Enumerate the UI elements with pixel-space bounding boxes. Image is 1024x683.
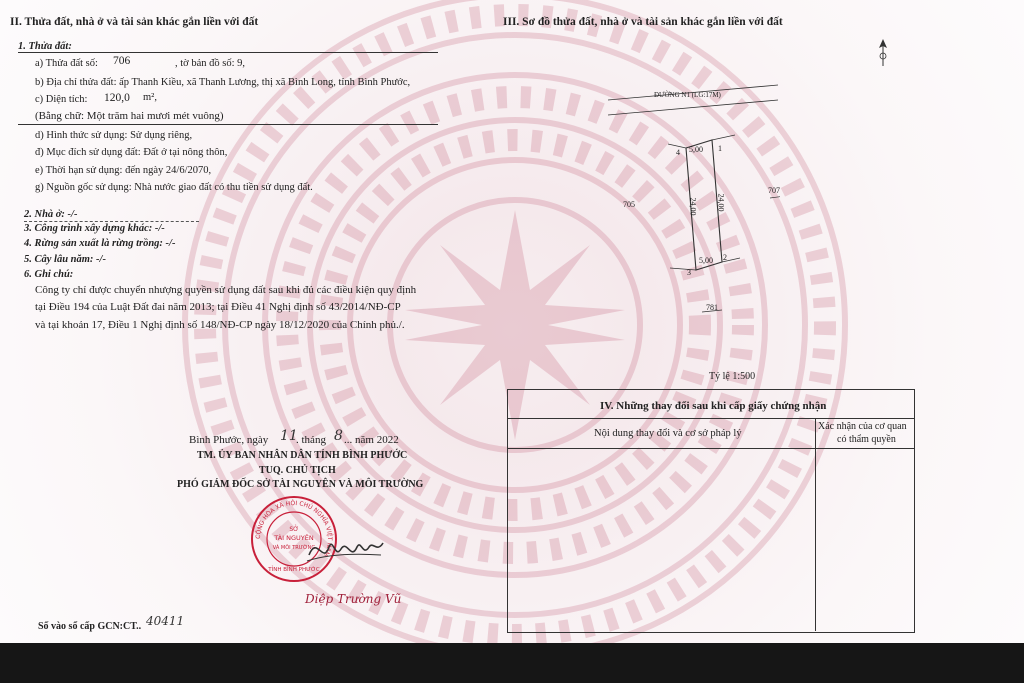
- plot-address: b) Địa chỉ thửa đất: ấp Thanh Kiều, xã Thanh Lương, thị xã Bình Long, tỉnh Bình Phước,: [35, 77, 411, 88]
- plot-number-label: a) Thửa đất số:: [35, 58, 98, 69]
- plot-number-value: 706: [113, 55, 131, 67]
- issuing-authority: TM. ỦY BAN NHÂN DÂN TỈNH BÌNH PHƯỚC: [197, 450, 408, 461]
- top-edge-length: 5,00: [689, 145, 703, 154]
- section-ii-heading: II. Thửa đất, nhà ở và tài sản khác gắn liền với đất: [10, 16, 259, 28]
- corner-4: 4: [676, 148, 680, 157]
- bottom-edge-length: 5,00: [699, 256, 713, 265]
- stamp-center-line-1: SỞ: [289, 526, 299, 533]
- land-plot-title: 1. Thửa đất:: [18, 41, 72, 52]
- handwritten-signature: [305, 525, 385, 570]
- notes-title: 6. Ghi chú:: [24, 269, 74, 280]
- signer-position: PHÓ GIÁM ĐỐC SỞ TÀI NGUYÊN VÀ MÔI TRƯỜNG: [177, 479, 424, 490]
- issue-month: 8: [334, 428, 343, 444]
- corner-2: 2: [723, 253, 727, 262]
- note-line-3: và tại khoản 17, Điều 1 Nghị định số 148/NĐ-CP ngày 18/12/2020 của Chính phủ./.: [35, 319, 405, 331]
- area-unit: m²,: [143, 92, 157, 103]
- stamp-ring-text: CỘNG HÒA XÃ HỘI CHỦ NGHĨA VIỆT NAM: [254, 499, 334, 558]
- note-line-1: Công ty chỉ được chuyển nhượng quyền sử dụng đất sau khi đủ các điều kiện quy định: [35, 284, 417, 296]
- perennial-trees-info: 5. Cây lâu năm: -/-: [24, 254, 106, 265]
- registry-number-value: 40411: [146, 614, 185, 628]
- neighbor-plot-781: 781: [706, 303, 718, 312]
- signer-name: Diệp Trường Vũ: [305, 592, 402, 606]
- column-header-confirm-1: Xác nhận của cơ quan: [818, 421, 907, 432]
- table-column-divider: [815, 418, 816, 631]
- table-rule: [507, 448, 914, 449]
- corner-1: 1: [718, 144, 722, 153]
- stamp-center-line-3: VÀ MÔI TRƯỜNG: [272, 545, 316, 551]
- on-behalf-title: TUQ. CHỦ TỊCH: [259, 465, 336, 476]
- other-construction-info: 3. Công trình xây dựng khác: -/-: [24, 223, 165, 234]
- neighbor-plot-705: 705: [623, 200, 635, 209]
- issue-year: ... năm 2022: [344, 434, 399, 446]
- north-arrow-icon: [876, 38, 890, 68]
- map-sheet-number: , tờ bản đồ số: 9,: [175, 58, 246, 69]
- issue-date-prefix: Bình Phước, ngày: [189, 434, 269, 446]
- usage-form: d) Hình thức sử dụng: Sử dụng riêng,: [35, 130, 193, 141]
- stamp-center-line-2: TÀI NGUYÊN: [274, 534, 314, 542]
- issue-month-label: . tháng: [296, 434, 326, 446]
- issue-day: 11: [280, 428, 298, 444]
- neighbor-plot-707: 707: [768, 186, 780, 195]
- left-edge-length: 24,00: [688, 197, 698, 216]
- table-rule: [507, 418, 914, 419]
- usage-origin: g) Nguồn gốc sử dụng: Nhà nước giao đất có thu tiền sử dụng đất.: [35, 182, 313, 193]
- column-header-confirm-2: có thẩm quyền: [837, 434, 896, 445]
- changes-table-title: IV. Những thay đổi sau khi cấp giấy chứng nhận: [600, 400, 827, 412]
- area-value: 120,0: [104, 92, 130, 104]
- section-iii-heading: III. Sơ đồ thửa đất, nhà ở và tài sản khác gắn liền với đất: [503, 16, 783, 28]
- registry-number-label: Số vào sổ cấp GCN:CT..: [38, 621, 142, 632]
- stamp-bottom-text: TỈNH BÌNH PHƯỚC: [268, 567, 320, 573]
- bottom-dark-border: [0, 643, 1024, 683]
- right-edge-length: 24,00: [716, 193, 726, 212]
- map-scale: Tỷ lệ 1:500: [709, 371, 756, 382]
- divider: [18, 52, 438, 53]
- note-line-2: tại Điều 194 của Luật Đất đai năm 2013; tại Điều 41 Nghị định số 43/2014/NĐ-CP: [35, 301, 401, 313]
- area-label: c) Diện tích:: [35, 94, 88, 105]
- planted-forest-info: 4. Rừng sản xuất là rừng trồng: -/-: [24, 238, 176, 249]
- usage-term: e) Thời hạn sử dụng: đến ngày 24/6/2070,: [35, 165, 212, 176]
- corner-3: 3: [687, 268, 691, 277]
- house-info: 2. Nhà ở: -/-: [24, 209, 78, 220]
- area-in-words: (Bằng chữ: Một trăm hai mươi mét vuông): [35, 110, 224, 122]
- usage-purpose: đ) Mục đích sử dụng đất: Đất ở tại nông thôn,: [35, 147, 228, 158]
- road-label: ĐƯỜNG N1 (LG:17M): [654, 91, 721, 99]
- column-header-content: Nội dung thay đổi và cơ sở pháp lý: [594, 428, 742, 439]
- divider: [18, 124, 438, 125]
